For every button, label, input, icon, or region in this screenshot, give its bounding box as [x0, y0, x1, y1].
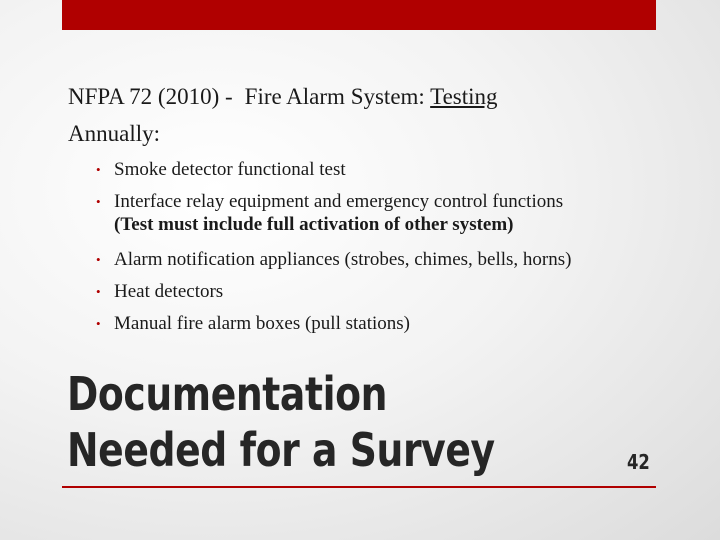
- bullet-item: [92, 308, 662, 340]
- bullet-item: [92, 154, 662, 186]
- top-accent-bar: [62, 0, 656, 30]
- slide-title: [67, 366, 495, 478]
- heading-system: Fire Alarm System:: [244, 84, 431, 109]
- bullet-text: Manual fire alarm boxes (pull stations): [114, 313, 411, 334]
- bullet-icon: •: [96, 316, 101, 331]
- page-number: 42: [627, 450, 650, 474]
- bullet-note: (Test must include full activation of other system): [114, 214, 514, 235]
- bullet-text: Interface relay equipment and emergency control functions: [114, 191, 564, 212]
- bullet-item: [92, 276, 662, 308]
- bullet-item: [92, 244, 662, 276]
- slide-heading: [68, 84, 498, 110]
- bullet-list: [92, 154, 662, 340]
- bullet-item: [92, 186, 662, 238]
- slide-title-line1: Documentation: [67, 367, 388, 421]
- bullet-icon: •: [96, 252, 101, 267]
- heading-frequency: Annually:: [68, 121, 160, 146]
- bottom-accent-rule: [62, 486, 656, 488]
- slide-title-line2: Needed for a Survey: [67, 423, 495, 477]
- bullet-icon: •: [96, 162, 101, 177]
- bullet-text: Alarm notification appliances (strobes, chimes, bells, horns): [114, 249, 572, 270]
- bullet-icon: •: [96, 284, 101, 299]
- bullet-icon: •: [96, 194, 101, 209]
- heading-testing: Testing: [430, 84, 498, 109]
- bullet-text: Heat detectors: [114, 281, 224, 302]
- bullet-text: Smoke detector functional test: [114, 159, 346, 180]
- heading-prefix: NFPA 72 (2010) -: [68, 84, 233, 109]
